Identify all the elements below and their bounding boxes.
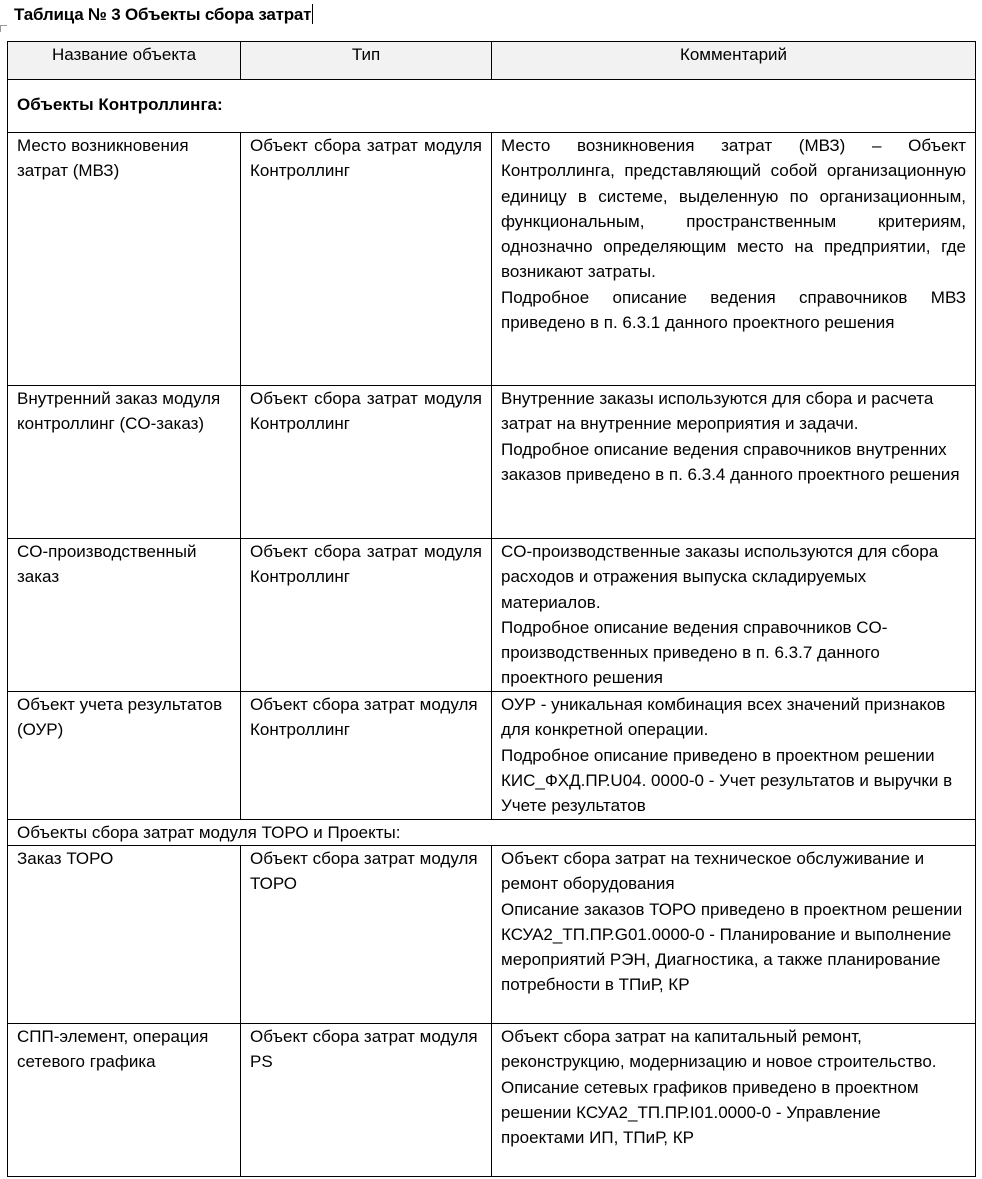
- table-header-row: [8, 42, 976, 80]
- header-type: Тип: [241, 42, 492, 80]
- comment-paragraph: Подробное описание ведения справочников внутренних заказов приведено в п. 6.3.4 данного проектного решения: [501, 439, 960, 484]
- comment-paragraph: Внутренние заказы используются для сбора и расчета затрат на внутренние мероприятия и задачи.: [501, 389, 934, 434]
- header-name: Название объекта: [8, 42, 241, 80]
- section-cell: [8, 80, 976, 133]
- cost-objects-table: [7, 41, 976, 1177]
- section-row-toro: [8, 820, 976, 846]
- section-title: Объекты Контроллинга:: [17, 95, 223, 114]
- header-comment: Комментарий: [492, 42, 976, 80]
- comment-paragraph: Описание сетевых графиков приведено в проектном решении КСУА2_ТП.ПР.I01.0000-0 - Управление проектами ИП, ТПиР, КР: [501, 1077, 919, 1148]
- object-name: СПП-элемент, операция сетевого графика: [8, 1024, 241, 1177]
- comment-paragraph: ОУР - уникальная комбинация всех значений признаков для конкретной операции.: [501, 695, 946, 740]
- comment-paragraph: Место возникновения затрат (МВЗ) – Объект Контроллинга, представляющий собой организационную единицу в системе, выделенную по организационным, функциональным, пространственным критериям, однозначно определяющим место на предприятии, где возникают затраты.: [501, 136, 966, 282]
- table-row: [8, 1024, 976, 1177]
- table-row: [8, 386, 976, 539]
- section-row-controlling: [8, 80, 976, 133]
- table-row: [8, 846, 976, 1024]
- section-cell: Объекты сбора затрат модуля ТОРО и Проекты:: [8, 820, 976, 846]
- comment-paragraph: Подробное описание приведено в проектном решении КИС_ФХД.ПР.U04. 0000-0 - Учет результатов и выручки в Учете результатов: [501, 745, 953, 816]
- comment-paragraph: Подробное описание ведения справочников МВЗ приведено в п. 6.3.1 данного проектного решения: [501, 287, 966, 333]
- comment-paragraph: Объект сбора затрат на техническое обслуживание и ремонт оборудования: [501, 849, 925, 894]
- object-comment: [492, 386, 976, 539]
- object-comment: [492, 1024, 976, 1177]
- object-type: Объект сбора затрат модуля Контроллинг: [241, 133, 492, 386]
- comment-paragraph: Описание заказов ТОРО приведено в проектном решении КСУА2_ТП.ПР.G01.0000-0 - Планирование и выполнение мероприятий РЭН, Диагностика, а также планирование потребности в ТПиР, КР: [501, 899, 963, 995]
- object-type: Объект сбора затрат модуля Контроллинг: [241, 386, 492, 539]
- object-comment: [492, 692, 976, 820]
- object-name: CO-производственный заказ: [8, 539, 241, 692]
- comment-paragraph: CO-производственные заказы используются для сбора расходов и отражения выпуска складируемых материалов.: [501, 542, 939, 612]
- table-row: [8, 692, 976, 820]
- object-name: Объект учета результатов (ОУР): [8, 692, 241, 820]
- object-name: Внутренний заказ модуля контроллинг (CO-заказ): [8, 386, 241, 539]
- object-type: Объект сбора затрат модуля Контроллинг: [241, 692, 492, 820]
- table-row: [8, 133, 976, 386]
- anchor-mark: [0, 25, 7, 32]
- comment-paragraph: Объект сбора затрат на капитальный ремонт, реконструкцию, модернизацию и новое строительство.: [501, 1027, 937, 1072]
- object-comment: [492, 846, 976, 1024]
- table-caption: [14, 4, 313, 26]
- object-comment: [492, 539, 976, 692]
- object-type: Объект сбора затрат модуля Контроллинг: [241, 539, 492, 692]
- object-name: Заказ ТОРО: [8, 846, 241, 1024]
- comment-paragraph: Подробное описание ведения справочников CO-производственных приведено в п. 6.3.7 данного проектного решения: [501, 617, 888, 688]
- text-cursor: [312, 4, 313, 24]
- caption-text: Таблица № 3 Объекты сбора затрат: [14, 5, 312, 24]
- object-comment: [492, 133, 976, 386]
- object-name: Место возникновения затрат (МВЗ): [8, 133, 241, 386]
- object-type: Объект сбора затрат модуля PS: [241, 1024, 492, 1177]
- object-type: Объект сбора затрат модуля ТОРО: [241, 846, 492, 1024]
- table-row: [8, 539, 976, 692]
